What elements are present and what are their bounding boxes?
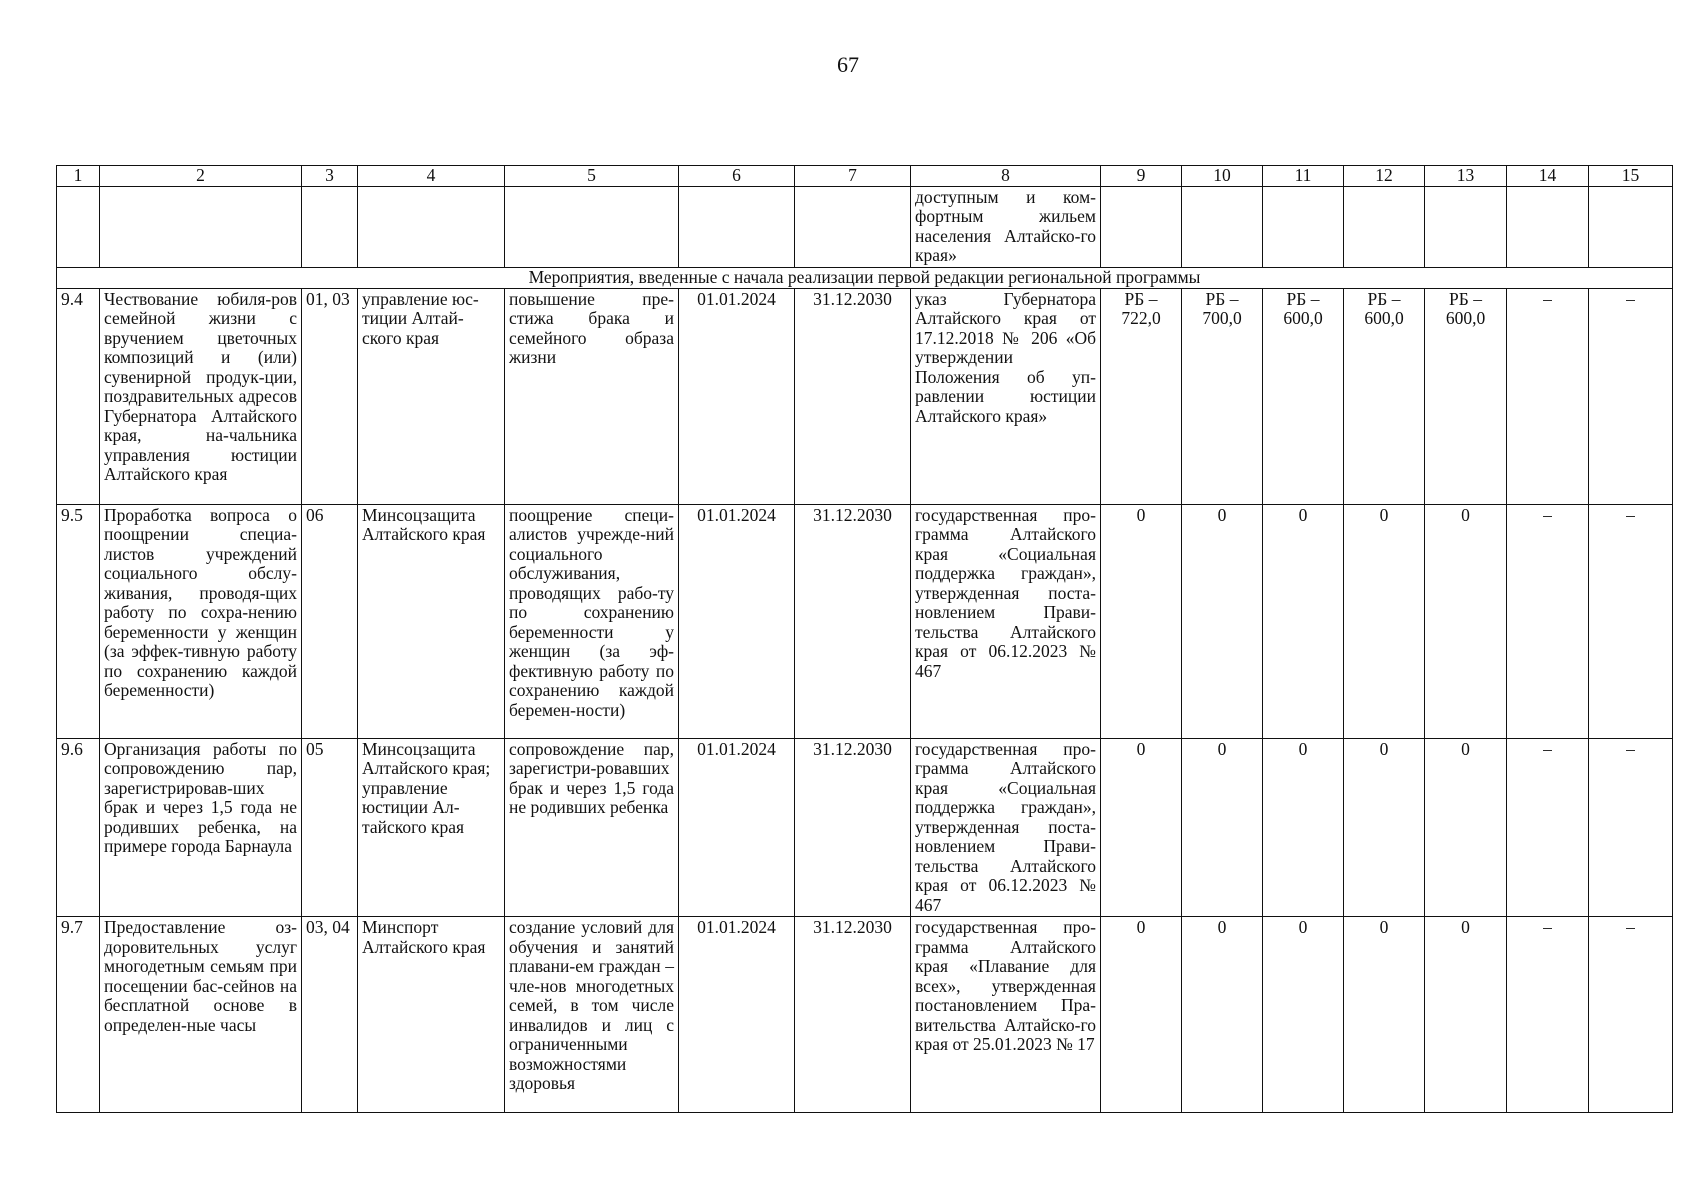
funding-col-9: 0 [1101, 504, 1182, 738]
task-code: 03, 04 [302, 917, 358, 1113]
funding-col-10: РБ – 700,0 [1182, 288, 1263, 504]
funding-col-9: 0 [1101, 738, 1182, 917]
row-number: 9.6 [57, 738, 100, 917]
funding-col-11: 0 [1263, 738, 1344, 917]
start-date: 01.01.2024 [679, 288, 795, 504]
column-number: 6 [679, 166, 795, 187]
executor: Минсоцзащита Алтайского края [358, 504, 505, 738]
end-date: 31.12.2030 [795, 288, 911, 504]
column-number: 9 [1101, 166, 1182, 187]
legal-basis: указ Губернатора Алтайского края от 17.12.2018 № 206 «Об утверждении Положения об уп-равлении юстиции Алтайского края» [911, 288, 1101, 504]
funding-col-13: 0 [1425, 738, 1507, 917]
section-title: Мероприятия, введенные с начала реализации первой редакции региональной программы [57, 267, 1673, 288]
end-date: 31.12.2030 [795, 917, 911, 1113]
funding-col-13: 0 [1425, 917, 1507, 1113]
col-15-value: – [1589, 288, 1673, 504]
funding-col-12: 0 [1344, 504, 1425, 738]
column-number: 15 [1589, 166, 1673, 187]
legal-basis: государственная про-грамма Алтайского края «Социальная поддержка граждан», утвержденная поста-новлением Прави-тельства Алтайского края от 06.12.2023 № 467 [911, 504, 1101, 738]
column-number: 10 [1182, 166, 1263, 187]
executor: Минсоцзащита Алтайского края; управление юстиции Ал-тайского края [358, 738, 505, 917]
page-number: 67 [837, 52, 859, 77]
funding-col-13: 0 [1425, 504, 1507, 738]
funding-col-10: 0 [1182, 738, 1263, 917]
start-date: 01.01.2024 [679, 504, 795, 738]
event-name: Проработка вопроса о поощрении специа-листов учреждений социального обслу-живания, проводя-щих работу по сохра-нению беременности у женщин (за эффек-тивную работу по сохранению каждой беременности) [100, 504, 302, 738]
funding-col-11: 0 [1263, 917, 1344, 1113]
column-number: 2 [100, 166, 302, 187]
funding-col-11: 0 [1263, 504, 1344, 738]
col-15-value: – [1589, 504, 1673, 738]
col-15-value: – [1589, 917, 1673, 1113]
table-row [57, 917, 1673, 1113]
funding-col-10: 0 [1182, 504, 1263, 738]
expected-result: создание условий для обучения и занятий плавани-ем граждан – чле-нов многодетных семей, в том числе инвалидов и лиц с ограниченными возможностями здоровья [505, 917, 679, 1113]
funding-col-12: РБ – 600,0 [1344, 288, 1425, 504]
col-14-value: – [1507, 288, 1589, 504]
row-number: 9.4 [57, 288, 100, 504]
column-number-row [57, 166, 1673, 187]
task-code: 06 [302, 504, 358, 738]
funding-col-13: РБ – 600,0 [1425, 288, 1507, 504]
col-14-value: – [1507, 738, 1589, 917]
task-code: 01, 03 [302, 288, 358, 504]
column-number: 8 [911, 166, 1101, 187]
expected-result: поощрение специ-алистов учрежде-ний социального обслуживания, проводящих рабо-ту по сохранению беременности у женщин (за эф-фективную работу по сохранению каждой беремен-ности) [505, 504, 679, 738]
start-date: 01.01.2024 [679, 917, 795, 1113]
funding-col-12: 0 [1344, 738, 1425, 917]
column-number: 7 [795, 166, 911, 187]
event-name: Предоставление оз-доровительных услуг многодетным семьям при посещении бас-сейнов на бесплатной основе в определен-ные часы [100, 917, 302, 1113]
col-15-value: – [1589, 738, 1673, 917]
funding-col-12: 0 [1344, 917, 1425, 1113]
funding-col-11: РБ – 600,0 [1263, 288, 1344, 504]
program-table [56, 165, 1673, 1113]
event-name: Чествование юбиля-ров семейной жизни с вручением цветочных композиций и (или) сувенирной продук-ции, поздравительных адресов Губернатора Алтайского края, на-чальника управления юстиции Алтайского края [100, 288, 302, 504]
event-name: Организация работы по сопровождению пар, зарегистрировав-ших брак и через 1,5 года не родивших ребенка, на примере города Барнаула [100, 738, 302, 917]
column-number: 1 [57, 166, 100, 187]
column-number: 14 [1507, 166, 1589, 187]
table-row [57, 504, 1673, 738]
expected-result: сопровождение пар, зарегистри-ровавших брак и через 1,5 года не родивших ребенка [505, 738, 679, 917]
end-date: 31.12.2030 [795, 738, 911, 917]
legal-basis: государственная про-грамма Алтайского края «Социальная поддержка граждан», утвержденная поста-новлением Прави-тельства Алтайского края от 06.12.2023 № 467 [911, 738, 1101, 917]
column-number: 3 [302, 166, 358, 187]
column-number: 11 [1263, 166, 1344, 187]
funding-col-10: 0 [1182, 917, 1263, 1113]
start-date: 01.01.2024 [679, 738, 795, 917]
legal-basis: государственная про-грамма Алтайского края «Плавание для всех», утвержденная постановлением Пра-вительства Алтайско-го края от 25.01.2023 № 17 [911, 917, 1101, 1113]
executor: Минспорт Алтайского края [358, 917, 505, 1113]
funding-col-9: 0 [1101, 917, 1182, 1113]
continuation-row [57, 186, 1673, 267]
row-number: 9.5 [57, 504, 100, 738]
continuation-basis: доступным и ком-фортным жильем населения Алтайско-го края» [911, 186, 1101, 267]
task-code: 05 [302, 738, 358, 917]
table-row [57, 738, 1673, 917]
column-number: 4 [358, 166, 505, 187]
column-number: 12 [1344, 166, 1425, 187]
funding-col-9: РБ – 722,0 [1101, 288, 1182, 504]
column-number: 13 [1425, 166, 1507, 187]
col-14-value: – [1507, 504, 1589, 738]
row-number: 9.7 [57, 917, 100, 1113]
executor: управление юс-тиции Алтай-ского края [358, 288, 505, 504]
col-14-value: – [1507, 917, 1589, 1113]
end-date: 31.12.2030 [795, 504, 911, 738]
section-row [57, 267, 1673, 288]
column-number: 5 [505, 166, 679, 187]
table-row [57, 288, 1673, 504]
expected-result: повышение пре-стижа брака и семейного образа жизни [505, 288, 679, 504]
